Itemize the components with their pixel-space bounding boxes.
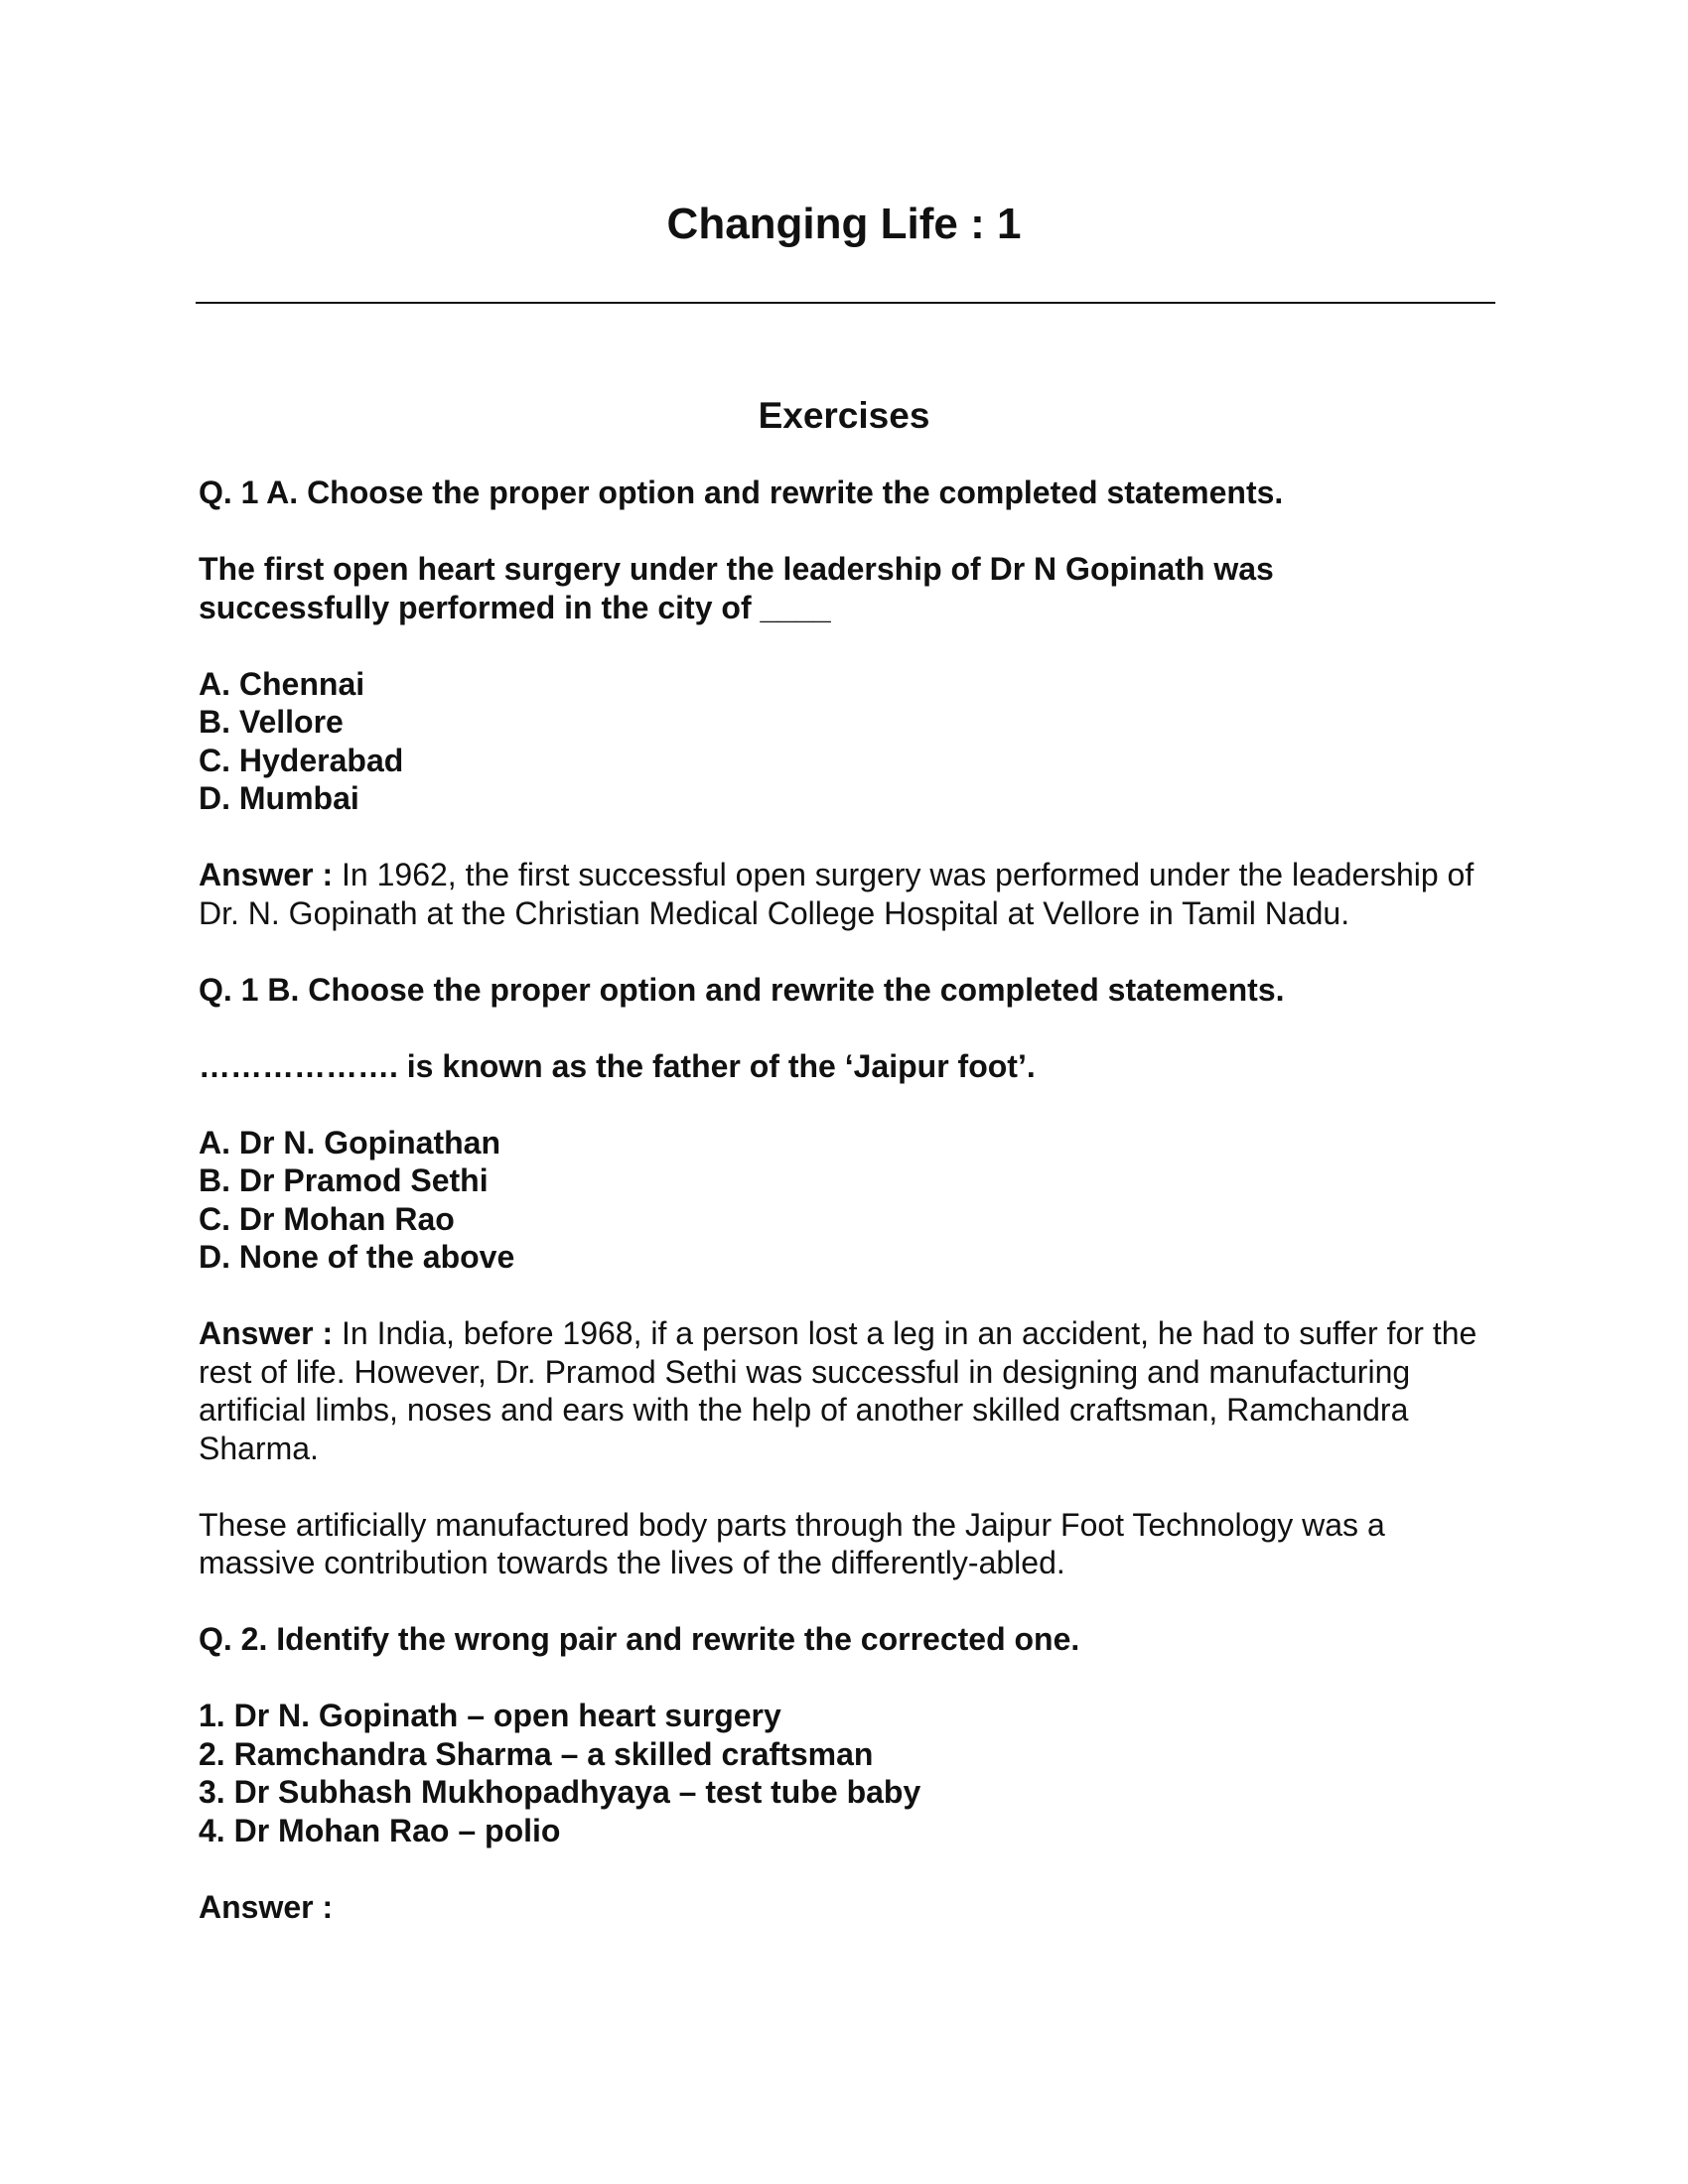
q1b-answer-paragraph2: These artificially manufactured body parts through the Jaipur Foot Technology was a massive contribution towards the lives of the differently-abled. xyxy=(199,1506,1385,1580)
q1b-answer-text: In India, before 1968, if a person lost a leg in an accident, he had to suffer for the rest of life. However, Dr. Pramod Sethi was successful in designing and manufacturing artificial limbs, noses and ears with the help of another skilled craftsman, Ramchandra Sharma. xyxy=(199,1315,1477,1466)
q1b-options xyxy=(199,1124,1509,1277)
q1b-option-d: D. None of the above xyxy=(199,1239,515,1275)
title-divider xyxy=(196,302,1495,304)
page-title: Changing Life : 1 xyxy=(666,200,1022,248)
q1a-heading: Q. 1 A. Choose the proper option and rewrite the completed statements. xyxy=(199,475,1284,510)
q1a-question-line2: successfully performed in the city of ____ xyxy=(199,589,831,625)
q1b-option-b: B. Dr Pramod Sethi xyxy=(199,1162,489,1198)
q1a-options xyxy=(199,665,1509,818)
q1a-option-d: D. Mumbai xyxy=(199,780,359,816)
q1b-heading: Q. 1 B. Choose the proper option and rewrite the completed statements. xyxy=(199,971,1285,1008)
q2-pairs xyxy=(199,1697,1509,1849)
q1a-answer xyxy=(199,856,1509,932)
q2-answer-label: Answer : xyxy=(199,1888,334,1925)
q1b-question: ………………. is known as the father of the ‘Jaipur foot’. xyxy=(199,1047,1036,1084)
q2-heading: Q. 2. Identify the wrong pair and rewrite the corrected one. xyxy=(199,1621,1080,1657)
section-heading: Exercises xyxy=(758,395,930,436)
q2-pair-2: 2. Ramchandra Sharma – a skilled craftsman xyxy=(199,1735,874,1772)
q1a-question xyxy=(199,550,1509,626)
q1a-option-b: B. Vellore xyxy=(199,704,344,740)
q2-pair-1: 1. Dr N. Gopinath – open heart surgery xyxy=(199,1698,781,1733)
q1a-question-line1: The first open heart surgery under the leadership of Dr N Gopinath was xyxy=(199,551,1274,587)
q2-pair-4: 4. Dr Mohan Rao – polio xyxy=(199,1812,561,1848)
document-body xyxy=(199,474,1509,1965)
q1a-option-a: A. Chennai xyxy=(199,665,365,702)
q1b-answer-label: Answer : xyxy=(199,1315,334,1351)
q1b-option-c: C. Dr Mohan Rao xyxy=(199,1200,455,1237)
q1b-option-a: A. Dr N. Gopinathan xyxy=(199,1124,500,1160)
q1a-option-c: C. Hyderabad xyxy=(199,742,404,778)
q1a-answer-text: In 1962, the first successful open surgery was performed under the leadership of Dr. N. Gopinath at the Christian Medical College Hospital at Vellore in Tamil Nadu. xyxy=(199,857,1475,931)
q1b-answer xyxy=(199,1314,1509,1467)
q1a-answer-label: Answer : xyxy=(199,857,334,892)
q2-pair-3: 3. Dr Subhash Mukhopadhyaya – test tube baby xyxy=(199,1774,921,1810)
